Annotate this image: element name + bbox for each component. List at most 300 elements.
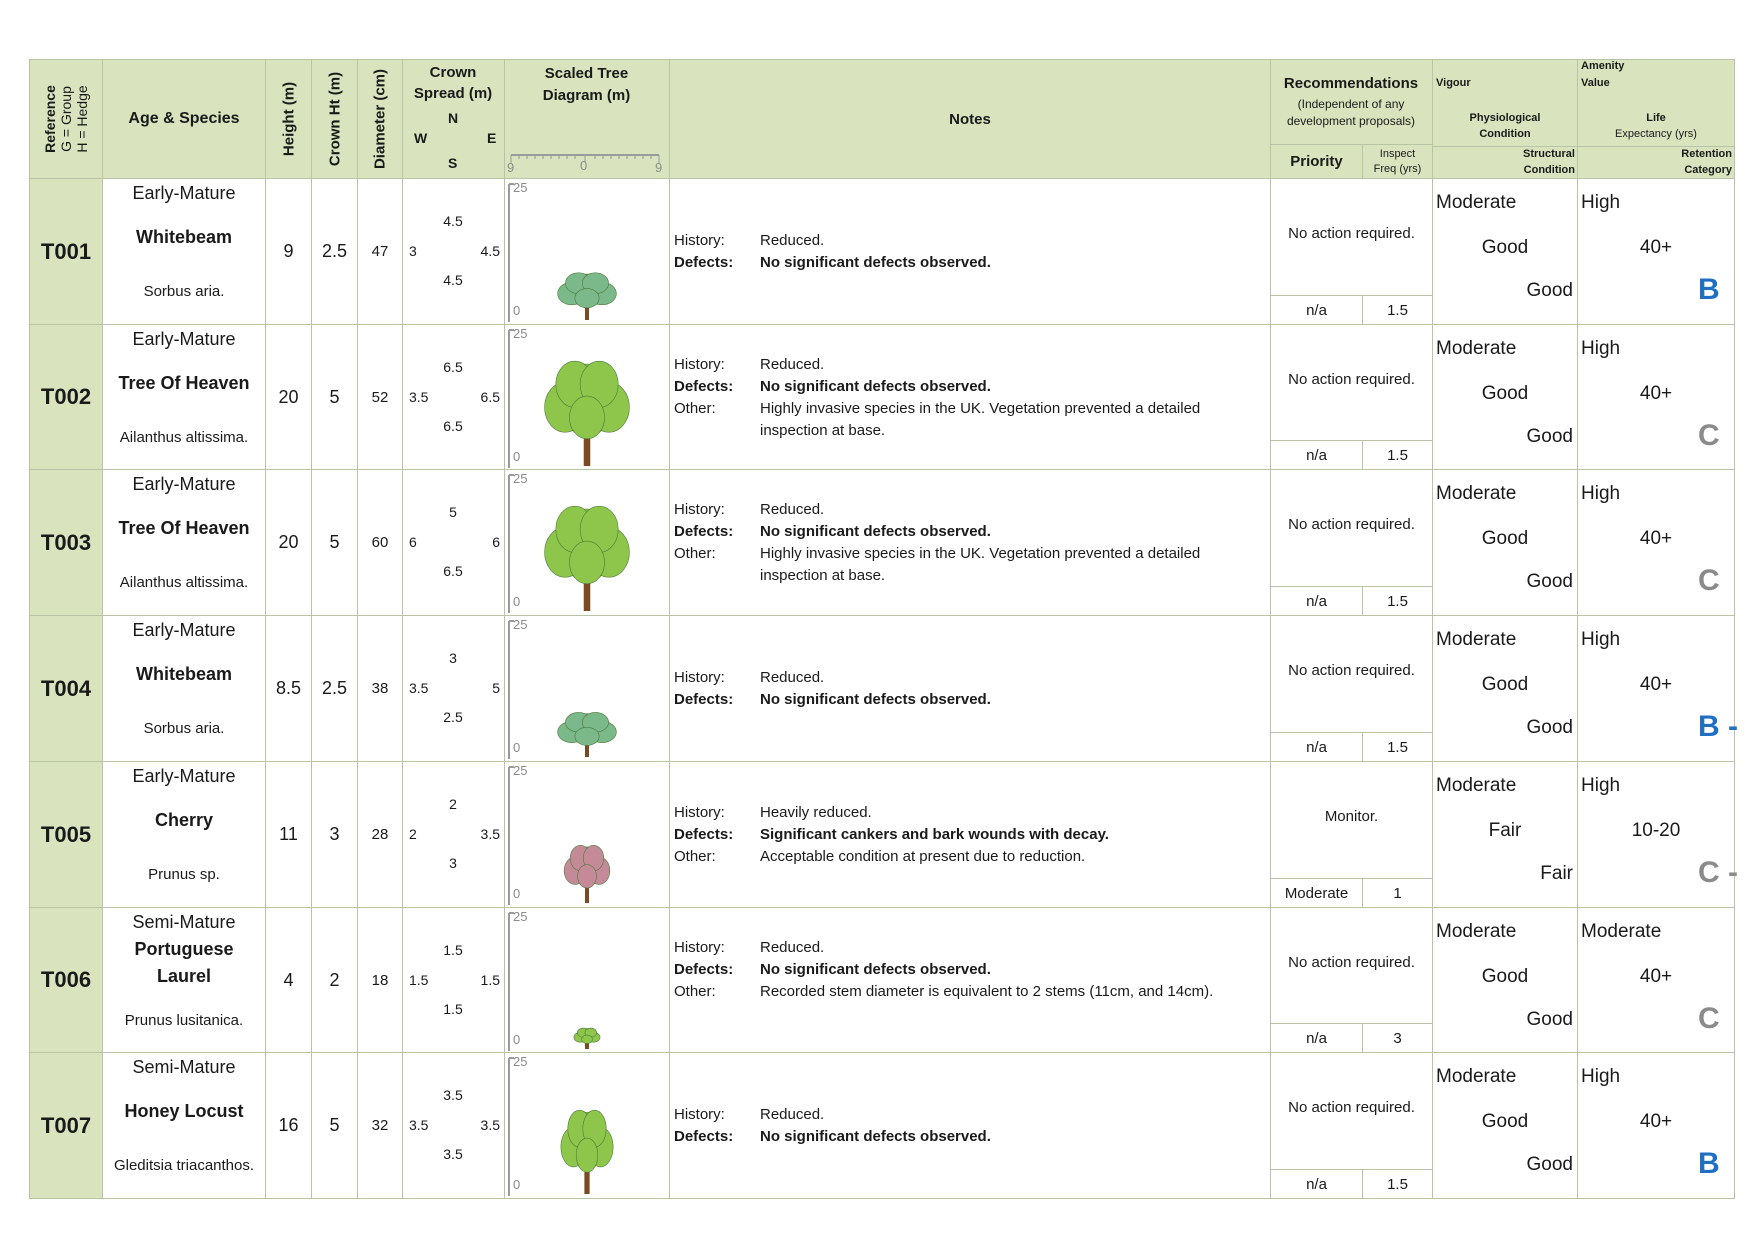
tree-diagram — [505, 616, 670, 762]
tree-retention-category: C — [1698, 564, 1720, 597]
tree-retention-category: B - — [1698, 710, 1738, 743]
tree-amenity-value: High — [1581, 1066, 1621, 1087]
tree-survey-table — [29, 59, 1738, 1209]
tree-notes — [670, 616, 1271, 762]
header-crown-spread-line2 — [403, 85, 503, 102]
tree-crown-spread — [403, 470, 505, 616]
tree-age-species — [103, 179, 266, 325]
tree-age: Semi-Mature — [132, 1057, 236, 1077]
notes-history: Reduced. — [760, 501, 825, 518]
tree-recommendation: No action required. — [1271, 470, 1433, 616]
tree-vigour: Moderate — [1436, 338, 1517, 359]
spread-e: 5 — [492, 680, 500, 696]
spread-s: 1.5 — [443, 1001, 463, 1017]
notes-history-row — [674, 230, 1264, 252]
spread-s: 3.5 — [443, 1146, 463, 1162]
broadleaf-tree-icon — [558, 712, 617, 757]
spread-s: 6.5 — [443, 563, 463, 579]
header-reference-group: G = Group — [58, 86, 74, 152]
tree-crown — [578, 865, 597, 889]
tree-crown-spread — [403, 908, 505, 1053]
notes-defects-row — [674, 959, 1264, 981]
scale-left-label: 9 — [507, 160, 515, 175]
tree-condition — [1433, 325, 1578, 470]
tree-priority: n/a — [1271, 295, 1363, 325]
tree-age: Early-Mature — [132, 766, 236, 786]
tree-notes — [670, 762, 1271, 908]
tree-crown — [582, 1035, 593, 1044]
notes-history: Reduced. — [760, 1106, 825, 1123]
tree-species: Cherry — [154, 810, 214, 830]
tree-height: 16 — [266, 1053, 312, 1199]
tree-life-expectancy: 40+ — [1639, 383, 1673, 404]
spread-s: 3 — [449, 855, 457, 871]
tree-diagram — [505, 179, 670, 325]
spread-w: 3 — [409, 243, 417, 259]
notes-defects: No significant defects observed. — [760, 1128, 991, 1145]
tree-diameter: 60 — [358, 470, 403, 616]
tree-crown-spread — [403, 616, 505, 762]
notes-other-row — [674, 981, 1264, 1003]
header-height — [266, 59, 312, 179]
tree-age-species — [103, 1053, 266, 1199]
header-crown-spread-line1: Crown — [429, 64, 477, 81]
tree-notes — [670, 179, 1271, 325]
tree-age: Early-Mature — [132, 474, 236, 494]
tree-amenity — [1578, 179, 1735, 325]
spread-w: 2 — [409, 826, 417, 842]
compass-n: N — [448, 110, 459, 126]
diagram-scale-bottom: 0 — [513, 740, 521, 755]
tree-crown-spread — [403, 325, 505, 470]
notes-history-label: History: — [674, 939, 725, 956]
notes-history-row — [674, 499, 1264, 521]
tree-reference: T007 — [29, 1053, 103, 1199]
tree-height: 20 — [266, 470, 312, 616]
notes-history-row — [674, 802, 1264, 824]
spread-e: 4.5 — [480, 243, 500, 259]
tree-reference: T006 — [29, 908, 103, 1053]
tree-height: 8.5 — [266, 616, 312, 762]
diagram-scale-bottom: 0 — [513, 886, 521, 901]
tree-crown-spread — [403, 179, 505, 325]
diagram-scale-top: 25 — [513, 180, 528, 195]
tree-structural: Good — [1526, 426, 1573, 447]
tree-latin-name: Prunus lusitanica. — [124, 1012, 244, 1029]
tree-condition — [1433, 762, 1578, 908]
tree-structural: Good — [1526, 717, 1573, 738]
notes-other: Highly invasive species in the UK. Vegetation prevented a detailed inspection at base. — [760, 545, 1201, 584]
notes-defects: Significant cankers and bark wounds with decay. — [760, 826, 1109, 843]
diagram-scale-bottom: 0 — [513, 594, 521, 609]
notes-history-row — [674, 1104, 1264, 1126]
tree-vigour: Moderate — [1436, 629, 1517, 650]
tree-priority: n/a — [1271, 586, 1363, 616]
notes-defects-label: Defects: — [674, 691, 734, 708]
tree-condition — [1433, 1053, 1578, 1199]
notes-other: Highly invasive species in the UK. Vegetation prevented a detailed inspection at base. — [760, 400, 1201, 439]
spread-n: 3 — [449, 650, 457, 666]
tree-recommendation: Monitor. — [1271, 762, 1433, 908]
tree-retention-category: C — [1698, 1002, 1720, 1035]
spread-n: 2 — [449, 796, 457, 812]
tree-amenity-value: High — [1581, 775, 1621, 796]
header-rec-sub2: development proposals) — [1286, 114, 1416, 128]
tree-crown-spread — [403, 762, 505, 908]
spread-e: 3.5 — [480, 1117, 500, 1133]
tree-amenity-value: Moderate — [1581, 921, 1662, 942]
tree-priority: n/a — [1271, 440, 1363, 470]
tree-crown — [575, 727, 599, 745]
tree-notes — [670, 325, 1271, 470]
tree-latin-name: Sorbus aria. — [143, 283, 225, 300]
tree-life-expectancy: 40+ — [1639, 528, 1673, 549]
header-reference — [29, 59, 103, 179]
diagram-scale-top: 25 — [513, 1054, 528, 1069]
tree-diagram — [505, 470, 670, 616]
notes-other-label: Other: — [674, 848, 716, 865]
spread-n: 5 — [449, 504, 457, 520]
diagram-scale-top: 25 — [513, 617, 528, 632]
tree-amenity — [1578, 908, 1735, 1053]
notes-defects-row — [674, 689, 1264, 711]
header-struct-line1: Structural — [1523, 148, 1575, 160]
tree-recommendation: No action required. — [1271, 616, 1433, 762]
tree-latin-name: Gleditsia triacanthos. — [113, 1157, 255, 1174]
notes-defects-label: Defects: — [674, 961, 734, 978]
notes-other-label: Other: — [674, 545, 716, 562]
tree-reference: T001 — [29, 179, 103, 325]
tree-diagram — [505, 762, 670, 908]
tree-amenity — [1578, 325, 1735, 470]
spread-s: 6.5 — [443, 418, 463, 434]
tree-retention-category: C - — [1698, 856, 1738, 889]
spread-e: 6 — [492, 534, 500, 550]
tree-age: Semi-Mature — [132, 912, 236, 932]
header-retention-line1: Retention — [1681, 148, 1732, 160]
tree-retention-category: C — [1698, 419, 1720, 452]
tree-latin-name: Ailanthus altissima. — [119, 429, 249, 446]
tree-crown-ht: 3 — [312, 762, 358, 908]
tree-vigour: Moderate — [1436, 483, 1517, 504]
diagram-scale-bottom: 0 — [513, 303, 521, 318]
tree-diameter: 18 — [358, 908, 403, 1053]
spread-e: 3.5 — [480, 826, 500, 842]
tree-diameter: 38 — [358, 616, 403, 762]
tree-physio: Good — [1481, 237, 1529, 258]
tree-priority: n/a — [1271, 732, 1363, 762]
notes-defects-label: Defects: — [674, 523, 734, 540]
tree-inspect-freq: 1.5 — [1363, 586, 1433, 616]
notes-defects-label: Defects: — [674, 826, 734, 843]
tree-reference: T002 — [29, 325, 103, 470]
tree-crown-ht: 2.5 — [312, 179, 358, 325]
header-height-label: Height (m) — [280, 81, 297, 157]
spread-s: 4.5 — [443, 272, 463, 288]
tree-amenity-value: High — [1581, 483, 1621, 504]
blossom-tree-icon — [564, 845, 610, 903]
diagram-scale-bottom: 0 — [513, 449, 521, 464]
spread-e: 6.5 — [480, 389, 500, 405]
tree-amenity — [1578, 1053, 1735, 1199]
notes-history-label: History: — [674, 356, 725, 373]
tree-condition — [1433, 616, 1578, 762]
spread-w: 3.5 — [409, 389, 429, 405]
tree-diameter: 47 — [358, 179, 403, 325]
tree-inspect-freq: 3 — [1363, 1023, 1433, 1053]
notes-history: Heavily reduced. — [760, 804, 872, 821]
tree-amenity-value: High — [1581, 629, 1621, 650]
spread-w: 3.5 — [409, 680, 429, 696]
tree-crown-ht: 5 — [312, 325, 358, 470]
spread-s: 2.5 — [443, 709, 463, 725]
header-condition — [1433, 59, 1578, 179]
header-retention-line2: Category — [1684, 164, 1732, 176]
diagram-scale-top: 25 — [513, 763, 528, 778]
tree-amenity-value: High — [1581, 192, 1621, 213]
header-crown-spread-text: Spread (m) — [413, 85, 493, 102]
header-scaled-diagram — [505, 59, 670, 179]
header-inspect-line2: Freq (yrs) — [1373, 163, 1422, 175]
notes-history: Reduced. — [760, 232, 825, 249]
tree-species: Honey Locust — [124, 1101, 244, 1121]
header-amenity-line1: Amenity — [1581, 60, 1625, 72]
tree-inspect-freq: 1.5 — [1363, 732, 1433, 762]
spread-w: 6 — [409, 534, 417, 550]
tree-latin-name: Prunus sp. — [148, 866, 220, 883]
tree-species: Whitebeam — [135, 664, 232, 684]
notes-history-label: History: — [674, 501, 725, 518]
tree-life-expectancy: 40+ — [1639, 674, 1673, 695]
tree-recommendation: No action required. — [1271, 179, 1433, 325]
header-physio-line2: Condition — [1479, 128, 1531, 140]
tree-age: Early-Mature — [132, 329, 236, 349]
tree-priority: Moderate — [1271, 878, 1363, 908]
header-physio-line1: Physiological — [1469, 112, 1541, 124]
notes-other-row — [674, 846, 1264, 868]
tree-age-species — [103, 470, 266, 616]
header-amenity — [1578, 59, 1735, 179]
tree-crown-spread — [403, 1053, 505, 1199]
tree-reference: T003 — [29, 470, 103, 616]
header-recommendations-title: Recommendations — [1283, 75, 1419, 92]
notes-history-label: History: — [674, 1106, 725, 1123]
diagram-scale-top: 25 — [513, 909, 528, 924]
tree-height: 9 — [266, 179, 312, 325]
notes-history: Reduced. — [760, 356, 825, 373]
notes-history-row — [674, 667, 1264, 689]
compass-s: S — [448, 155, 458, 171]
tree-structural: Good — [1526, 280, 1573, 301]
tree-notes — [670, 1053, 1271, 1199]
diagram-scale-bottom: 0 — [513, 1032, 521, 1047]
header-rec-sub1: (Independent of any — [1297, 97, 1405, 111]
tree-species: Whitebeam — [135, 227, 232, 247]
notes-defects-row — [674, 521, 1264, 543]
tree-age-species — [103, 908, 266, 1053]
tree-recommendation: No action required. — [1271, 1053, 1433, 1199]
tree-crown — [569, 541, 604, 584]
notes-other-label: Other: — [674, 983, 716, 1000]
tree-age-species — [103, 325, 266, 470]
tree-structural: Good — [1526, 1154, 1573, 1175]
tree-physio: Good — [1481, 1111, 1529, 1132]
spread-n: 4.5 — [443, 213, 463, 229]
tree-physio: Good — [1481, 528, 1529, 549]
tree-latin-name: Sorbus aria. — [143, 720, 225, 737]
tree-species: Portuguese Laurel — [134, 939, 234, 986]
header-diameter — [358, 59, 403, 179]
spread-n: 6.5 — [443, 359, 463, 375]
tree-inspect-freq: 1.5 — [1363, 440, 1433, 470]
compass-e: E — [487, 130, 497, 146]
tree-crown — [575, 289, 599, 308]
tree-age: Early-Mature — [132, 183, 236, 203]
tree-species: Tree Of Heaven — [118, 373, 250, 393]
header-notes: Notes — [670, 59, 1271, 179]
broadleaf-tree-icon — [545, 361, 630, 466]
tree-crown — [576, 1138, 598, 1172]
notes-history-row — [674, 354, 1264, 376]
tree-priority: n/a — [1271, 1169, 1363, 1199]
header-inspect — [1363, 145, 1433, 179]
tree-life-expectancy: 10-20 — [1631, 820, 1681, 841]
tree-species: Tree Of Heaven — [118, 518, 250, 538]
header-reference-hedge: H = Hedge — [74, 85, 90, 153]
broadleaf-tree-icon — [558, 273, 617, 320]
tree-notes — [670, 908, 1271, 1053]
notes-defects-row — [674, 1126, 1264, 1148]
tree-vigour: Moderate — [1436, 921, 1517, 942]
notes-history-row — [674, 937, 1264, 959]
scale-right-label: 9 — [655, 160, 663, 175]
tree-structural: Good — [1526, 571, 1573, 592]
notes-history: Reduced. — [760, 939, 825, 956]
tree-latin-name: Ailanthus altissima. — [119, 574, 249, 591]
spread-w: 3.5 — [409, 1117, 429, 1133]
tree-physio: Fair — [1488, 820, 1522, 841]
tree-life-expectancy: 40+ — [1639, 237, 1673, 258]
tree-structural: Good — [1526, 1009, 1573, 1030]
tree-life-expectancy: 40+ — [1639, 1111, 1673, 1132]
notes-history-label: History: — [674, 232, 725, 249]
tree-crown-ht: 2 — [312, 908, 358, 1053]
spread-w: 1.5 — [409, 972, 429, 988]
notes-defects-label: Defects: — [674, 254, 734, 271]
tree-height: 4 — [266, 908, 312, 1053]
notes-defects-row — [674, 824, 1264, 846]
tree-amenity — [1578, 470, 1735, 616]
notes-other-row — [674, 543, 1264, 587]
tree-inspect-freq: 1.5 — [1363, 295, 1433, 325]
tree-vigour: Moderate — [1436, 192, 1517, 213]
tree-crown-ht: 5 — [312, 470, 358, 616]
spread-e: 1.5 — [480, 972, 500, 988]
tree-condition — [1433, 908, 1578, 1053]
tree-condition — [1433, 470, 1578, 616]
tree-diameter: 28 — [358, 762, 403, 908]
tree-retention-category: B — [1698, 1147, 1720, 1180]
broadleaf-tree-icon — [545, 506, 630, 611]
header-scaled-line2: Diagram (m) — [542, 87, 631, 104]
notes-defects: No significant defects observed. — [760, 378, 991, 395]
tree-priority: n/a — [1271, 1023, 1363, 1053]
notes-defects-row — [674, 376, 1264, 398]
notes-other: Acceptable condition at present due to reduction. — [760, 848, 1086, 865]
tree-recommendation: No action required. — [1271, 908, 1433, 1053]
diagram-scale-bottom: 0 — [513, 1177, 521, 1192]
tree-recommendation: No action required. — [1271, 325, 1433, 470]
tree-diameter: 32 — [358, 1053, 403, 1199]
header-recommendations — [1271, 59, 1433, 145]
header-scaled-line1: Scaled Tree — [544, 65, 629, 82]
tree-vigour: Moderate — [1436, 775, 1517, 796]
tree-height: 11 — [266, 762, 312, 908]
tree-retention-category: B — [1698, 273, 1720, 306]
tree-vigour: Moderate — [1436, 1066, 1517, 1087]
tree-reference: T005 — [29, 762, 103, 908]
header-life-line2: Expectancy (yrs) — [1615, 128, 1697, 140]
header-amenity-line2: Value — [1581, 77, 1610, 89]
notes-defects-row — [674, 252, 1264, 274]
notes-history-label: History: — [674, 804, 725, 821]
diagram-scale-top: 25 — [513, 326, 528, 341]
diagram-scale-top: 25 — [513, 471, 528, 486]
tree-amenity-value: High — [1581, 338, 1621, 359]
notes-history-label: History: — [674, 669, 725, 686]
notes-other-row — [674, 398, 1264, 442]
compass-w: W — [414, 130, 428, 146]
header-inspect-line1: Inspect — [1379, 148, 1416, 160]
header-crown-ht — [312, 59, 358, 179]
header-crown-spread — [403, 59, 505, 179]
tree-inspect-freq: 1 — [1363, 878, 1433, 908]
tree-diagram — [505, 908, 670, 1053]
header-reference-title: Reference — [42, 85, 58, 153]
notes-defects: No significant defects observed. — [760, 691, 991, 708]
header-vigour: Vigour — [1436, 77, 1471, 89]
notes-other-label: Other: — [674, 400, 716, 417]
header-struct-line2: Condition — [1523, 164, 1575, 176]
tree-height: 20 — [266, 325, 312, 470]
tree-physio: Good — [1481, 383, 1529, 404]
notes-other: Recorded stem diameter is equivalent to 2 stems (11cm, and 14cm). — [760, 983, 1214, 1000]
header-priority: Priority — [1271, 145, 1363, 179]
notes-history: Reduced. — [760, 669, 825, 686]
tree-age-species — [103, 616, 266, 762]
tree-inspect-freq: 1.5 — [1363, 1169, 1433, 1199]
tree-age-species — [103, 762, 266, 908]
header-life-line1: Life — [1646, 112, 1666, 124]
tree-structural: Fair — [1540, 863, 1573, 884]
tree-diagram — [505, 1053, 670, 1199]
broadleaf-tree-icon — [574, 1028, 600, 1049]
tree-physio: Good — [1481, 966, 1529, 987]
tree-physio: Good — [1481, 674, 1529, 695]
tree-reference: T004 — [29, 616, 103, 762]
header-age-species: Age & Species — [103, 59, 266, 179]
tree-crown — [569, 396, 604, 439]
tree-diagram — [505, 325, 670, 470]
tree-diameter: 52 — [358, 325, 403, 470]
amenity-divider — [1578, 146, 1734, 147]
broadleaf-tree-icon — [561, 1110, 613, 1194]
tree-life-expectancy: 40+ — [1639, 966, 1673, 987]
tree-crown-ht: 2.5 — [312, 616, 358, 762]
tree-amenity — [1578, 762, 1738, 908]
spread-n: 1.5 — [443, 942, 463, 958]
condition-divider — [1433, 146, 1577, 147]
